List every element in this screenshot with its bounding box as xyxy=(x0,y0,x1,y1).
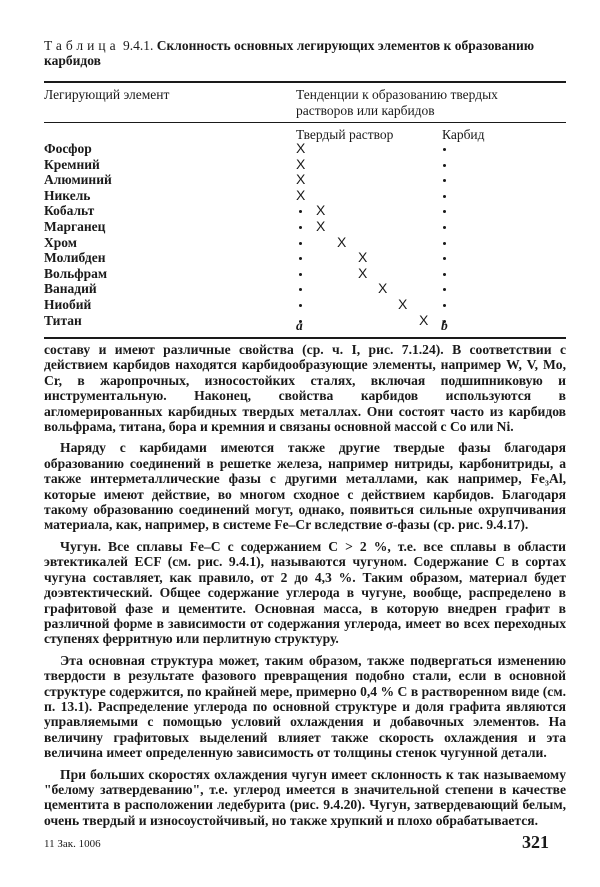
axis-b-dot xyxy=(443,304,446,307)
table-row-element: Кобальт xyxy=(44,203,95,219)
paragraph: составу и имеют различные свойства (ср. ч. I, рис. 7.1.24). В соответствии с действием карбидов находятся карбидообразующие элементы, например W, V, Mo, Cr, в жаропрочных, износостойких сталях, включая подшипниковую и инструментальную. Наконец, свойства карбидов используются в агломерированных карбидных твердых металлах. Они состоят часто из карбидов вольфрама, титана, бора и кремния и связаны основной массой с Co или Ni. xyxy=(44,342,566,435)
table-top-rule xyxy=(44,81,566,83)
table-row-element: Вольфрам xyxy=(44,265,108,281)
table-row-element: Хром xyxy=(44,234,77,250)
axis-b-dot xyxy=(443,242,446,245)
axis-a-dot xyxy=(299,257,302,260)
table-title: Склонность основных легирующих элементов к образованию карбидов xyxy=(44,38,535,68)
axis-label-b: b xyxy=(441,318,448,333)
col-header-tendency-1: Тенденции к образованию твердых xyxy=(296,87,498,102)
table-row-element: Алюминий xyxy=(44,172,112,188)
paragraph: Чугун. Все сплавы Fe–C с содержанием C > 2 %, т.е. все сплавы в области эвтектикалей ECF (см. рис. 9.4.1), называются чугуном. Содержание C в сортах чугуна составляет, как правило, от 2 до 4,3 %. Таким образом, материал будет доэвтектический. Общее содержание углерода в чугуне, вообще, распределено в графитовой фазе и цементите. Основная масса, в которую внедрен графит в различной форме в зависимости от содержания углерода, имеет во всех переходных ступенях ферритную или перлитную структуру. xyxy=(44,538,566,647)
tendency-mark: X xyxy=(296,171,306,188)
axis-a-dot xyxy=(299,226,302,229)
axis-b-dot xyxy=(443,179,446,182)
axis-b-dot xyxy=(443,288,446,291)
col-header-tendency-2: растворов или карбидов xyxy=(296,103,435,118)
col-header-element: Легирующий элемент xyxy=(44,87,170,102)
body-text xyxy=(44,342,566,834)
axis-a-dot xyxy=(299,288,302,291)
axis-label-a: a xyxy=(296,318,303,333)
tendency-mark: X xyxy=(296,186,306,203)
sub-header-carbide: Карбид xyxy=(442,127,485,142)
table-row-element: Кремний xyxy=(44,156,100,172)
table-row-element: Ниобий xyxy=(44,297,92,312)
table-row-element: Молибден xyxy=(44,250,106,266)
axis-a-dot xyxy=(299,242,302,245)
axis-a-dot xyxy=(299,273,302,276)
table-row-element: Марганец xyxy=(44,219,106,234)
paragraph: При больших скоростях охлаждения чугун имеет склонность к так называемому "белому затвердеванию", т.е. углерод имеется в значительной степени в качестве цементита в расположении ледебурита (рис. 9.4.20). Чугун, затвердевающий белым, очень твердый и износоустойчивый, но также хрупкий и плохо обрабатывается. xyxy=(44,766,566,828)
axis-b-dot xyxy=(443,210,446,213)
tendency-mark: X xyxy=(296,140,306,156)
tendency-mark: X xyxy=(358,249,368,266)
axis-b-dot xyxy=(443,195,446,198)
sub-header-solid-solution: Твердый раствор xyxy=(296,127,394,142)
axis-b-dot xyxy=(443,226,446,229)
table-number: 9.4.1. xyxy=(123,38,154,53)
paragraph: Наряду с карбидами имеются также другие твердые фазы благодаря образованию соединений в решетке железа, например нитриды, карбонитриды, а также интерметаллические фазы с другими металлами, как например, Fe₃Al, которые имеют действие, во многом сходное с действием карбидов. Благодаря такому образованию соединений могут, однако, появиться сильные охрупчивания материала, как, например, в системе Fe–Cr вследствие σ-фазы (ср. рис. 9.4.17). xyxy=(44,440,566,533)
tendency-mark: X xyxy=(316,202,326,219)
tendency-mark: X xyxy=(419,311,429,328)
tendency-mark: X xyxy=(378,280,388,297)
table-row-element: Никель xyxy=(44,187,91,203)
printer-signature: 11 Зак. 1006 xyxy=(44,838,101,850)
axis-b-dot xyxy=(443,257,446,260)
axis-b-dot xyxy=(443,273,446,276)
tendency-mark: X xyxy=(316,218,326,234)
table-row-element: Титан xyxy=(44,312,82,328)
axis-a-dot xyxy=(299,210,302,213)
table-row-element: Ванадий xyxy=(44,281,97,297)
axis-b-dot xyxy=(443,148,446,151)
page-number: 321 xyxy=(522,832,549,852)
axis-b-dot xyxy=(443,164,446,167)
table-header-rule xyxy=(44,122,566,123)
tendency-mark: X xyxy=(398,296,408,312)
tendency-mark: X xyxy=(337,233,347,250)
tendency-mark: X xyxy=(358,264,368,281)
table-caption xyxy=(44,38,564,68)
tendency-mark: X xyxy=(296,155,306,172)
table-bottom-rule xyxy=(44,337,566,339)
axis-a-dot xyxy=(299,304,302,307)
table-label: Таблица xyxy=(44,38,120,53)
paragraph: Эта основная структура может, таким образом, также подвергаться изменению твердости в результате фазового превращения подобно стали, если в основной структуре содержится, по крайней мере, примерно 0,4 % C в растворенном виде (см. п. 13.1). Распределение углерода по основной структуре и доля графита являются управляемыми с помощью условий охлаждения и добавочных элементов. На величину графитовых выделений влияет также скорость охлаждения и эта величина имеет определенную зависимость от толщины стенок чугунной детали. xyxy=(44,652,566,761)
table-row-element: Фосфор xyxy=(44,141,92,156)
